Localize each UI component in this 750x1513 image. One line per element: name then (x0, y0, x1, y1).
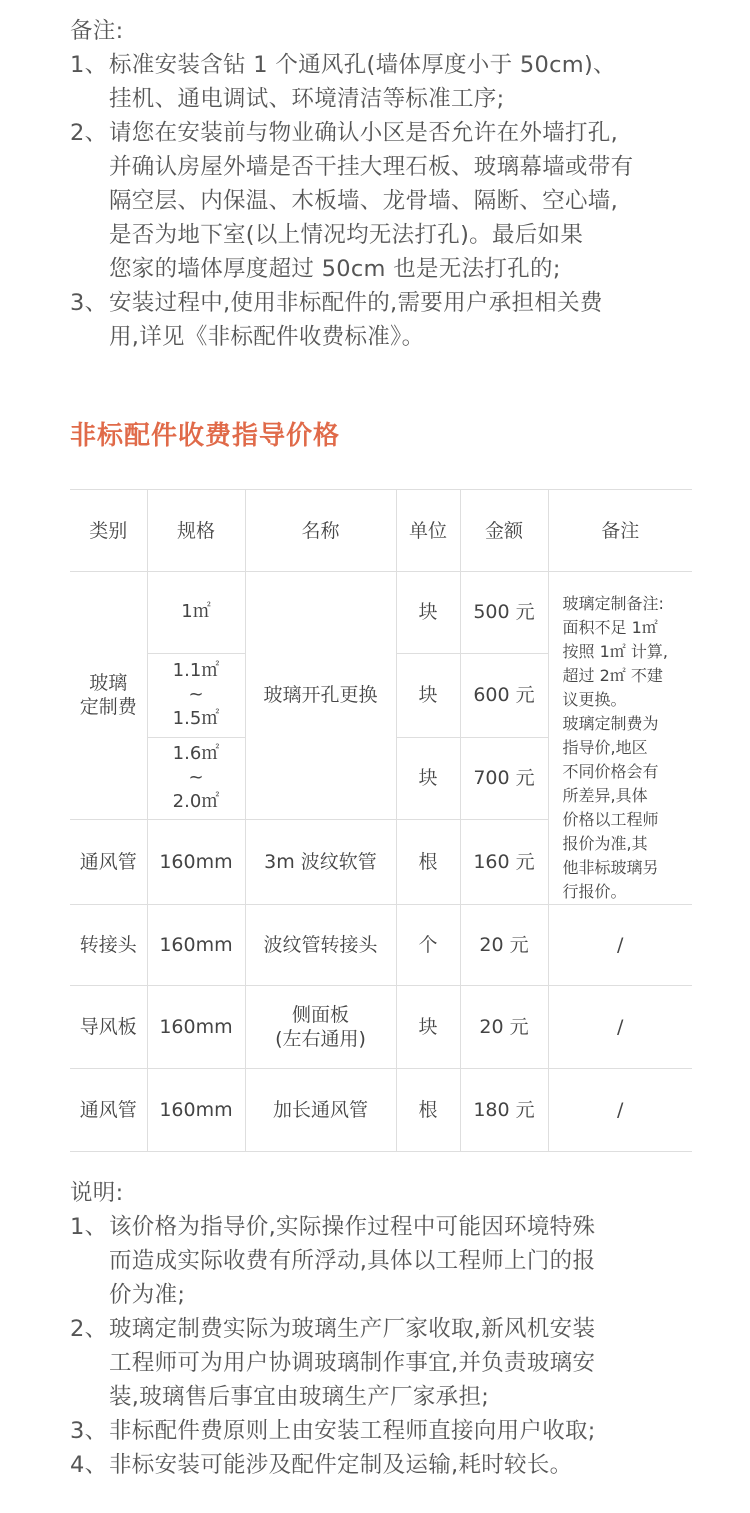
unit-cell: 块 (396, 986, 460, 1069)
note-line: 指导价,地区 (562, 738, 648, 757)
note-line: 议更换。 (562, 690, 627, 709)
note-line: 报价为准,其 (562, 834, 648, 853)
price-cell: 20 元 (460, 986, 548, 1069)
item-line: 装,玻璃售后事宜由玻璃生产厂家承担; (109, 1384, 490, 1410)
note-line: 超过 2㎡ 不建 (562, 666, 663, 685)
spec-line: 1.1㎡ (172, 660, 220, 682)
category-line: 玻璃 (89, 672, 128, 695)
price-table (70, 489, 692, 1152)
note-line: 价格以工程师 (562, 810, 659, 829)
name-cell: 3m 波纹软管 (245, 819, 396, 904)
name-cell (245, 986, 396, 1069)
section-title: 非标配件收费指导价格 (70, 421, 341, 451)
explain-heading: 说明: (70, 1180, 124, 1206)
spec-cell (147, 737, 245, 819)
item-number: 3、 (70, 1418, 108, 1444)
note-line: 玻璃定制备注: (562, 594, 664, 613)
table-row (70, 986, 692, 1069)
item-line: 用,详见《非标配件收费标准》。 (109, 324, 425, 350)
spec-line: 1㎡ (181, 601, 211, 623)
note-cell: / (548, 1069, 692, 1152)
category-cell: 转接头 (70, 905, 147, 986)
explain-item (70, 1312, 700, 1414)
item-line: 标准安装含钻 1 个通风孔(墙体厚度小于 50cm)、 (109, 52, 616, 78)
item-line: 您家的墙体厚度超过 50cm 也是无法打孔的; (109, 256, 561, 282)
header-cell: 备注 (548, 490, 692, 572)
item-number: 2、 (70, 1316, 108, 1342)
category-cell: 通风管 (70, 1069, 147, 1152)
spec-cell: 160mm (147, 986, 245, 1069)
price-cell: 700 元 (460, 737, 548, 819)
note-cell: / (548, 986, 692, 1069)
notes-heading: 备注: (70, 18, 124, 44)
name-line: (左右通用) (275, 1028, 366, 1050)
item-number: 1、 (70, 52, 108, 78)
item-line: 非标配件费原则上由安装工程师直接向用户收取; (109, 1418, 596, 1444)
note-line: 面积不足 1㎡ (562, 618, 658, 637)
table-row (70, 905, 692, 986)
unit-cell: 块 (396, 572, 460, 654)
unit-cell: 根 (396, 1069, 460, 1152)
table-row (70, 1069, 692, 1152)
notes-item (70, 116, 700, 286)
spec-line: ~ (188, 767, 204, 789)
name-line: 侧面板 (291, 1004, 349, 1026)
item-number: 4、 (70, 1452, 108, 1478)
spec-cell (147, 572, 245, 654)
table-header-row (70, 490, 692, 572)
unit-cell: 根 (396, 819, 460, 904)
item-line: 是否为地下室(以上情况均无法打孔)。最后如果 (109, 222, 584, 248)
spec-line: 1.6㎡ (172, 743, 220, 765)
note-line: 按照 1㎡ 计算, (562, 642, 668, 661)
price-cell: 20 元 (460, 905, 548, 986)
table-row (70, 572, 692, 654)
name-cell: 加长通风管 (245, 1069, 396, 1152)
item-line: 工程师可为用户协调玻璃制作事宜,并负责玻璃安 (109, 1350, 596, 1376)
price-cell: 600 元 (460, 653, 548, 737)
spec-cell: 160mm (147, 1069, 245, 1152)
unit-cell: 块 (396, 737, 460, 819)
note-line: 所差异,具体 (562, 786, 648, 805)
explain-item (70, 1210, 700, 1312)
notes-item (70, 286, 700, 354)
spec-cell: 160mm (147, 819, 245, 904)
item-line: 非标安装可能涉及配件定制及运输,耗时较长。 (109, 1452, 573, 1478)
header-cell: 金额 (460, 490, 548, 572)
note-line: 玻璃定制费为 (562, 714, 659, 733)
item-line: 请您在安装前与物业确认小区是否允许在外墙打孔, (109, 120, 619, 146)
notes-section (70, 14, 700, 354)
spec-cell (147, 653, 245, 737)
item-line: 隔空层、内保温、木板墙、龙骨墙、隔断、空心墙, (109, 188, 619, 214)
price-cell: 160 元 (460, 819, 548, 904)
item-number: 1、 (70, 1214, 108, 1240)
spec-line: ~ (188, 684, 204, 706)
item-line: 玻璃定制费实际为玻璃生产厂家收取,新风机安装 (109, 1316, 596, 1342)
item-line: 安装过程中,使用非标配件的,需要用户承担相关费 (109, 290, 603, 316)
header-cell: 单位 (396, 490, 460, 572)
item-line: 而造成实际收费有所浮动,具体以工程师上门的报 (109, 1248, 596, 1274)
note-cell: / (548, 905, 692, 986)
header-cell: 类别 (70, 490, 147, 572)
item-line: 挂机、通电调试、环境清洁等标准工序; (109, 86, 505, 112)
category-cell: 导风板 (70, 986, 147, 1069)
explain-item (70, 1448, 700, 1482)
price-cell: 500 元 (460, 572, 548, 654)
spec-cell: 160mm (147, 905, 245, 986)
item-number: 2、 (70, 120, 108, 146)
name-cell: 波纹管转接头 (245, 905, 396, 986)
price-cell: 180 元 (460, 1069, 548, 1152)
item-number: 3、 (70, 290, 108, 316)
header-cell: 规格 (147, 490, 245, 572)
unit-cell: 个 (396, 905, 460, 986)
explain-section (70, 1176, 700, 1482)
header-cell: 名称 (245, 490, 396, 572)
name-cell: 玻璃开孔更换 (245, 572, 396, 820)
category-cell: 通风管 (70, 819, 147, 904)
item-line: 该价格为指导价,实际操作过程中可能因环境特殊 (109, 1214, 596, 1240)
spec-line: 1.5㎡ (172, 708, 220, 730)
item-line: 价为准; (109, 1282, 186, 1308)
spec-line: 2.0㎡ (172, 791, 220, 813)
category-line: 定制费 (79, 696, 137, 719)
explain-item (70, 1414, 700, 1448)
unit-cell: 块 (396, 653, 460, 737)
notes-item (70, 48, 700, 116)
category-cell (70, 572, 147, 820)
note-line: 他非标玻璃另 (562, 858, 659, 877)
note-line: 不同价格会有 (562, 762, 659, 781)
note-line: 行报价。 (562, 882, 627, 901)
glass-note-cell (548, 572, 692, 905)
item-line: 并确认房屋外墙是否干挂大理石板、玻璃幕墙或带有 (109, 154, 634, 180)
